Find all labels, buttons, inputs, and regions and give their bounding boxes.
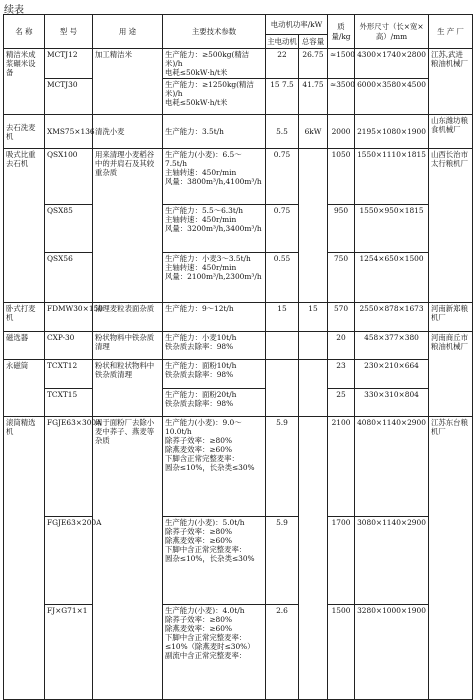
cell-usage: 用于面粉厂去除小麦中荞子、燕麦等杂质 — [93, 417, 163, 700]
header-specs: 主要技术参数 — [163, 15, 266, 49]
spec-line: 生产能力：5.5～6.3t/h — [165, 206, 244, 216]
cell-dims: 4300×1740×2800 — [355, 49, 429, 79]
header-main-motor: 主电动机 — [266, 35, 299, 49]
cell-total: 6kW — [299, 115, 328, 149]
header-name: 名 称 — [4, 15, 45, 49]
spec-line: 生产能力：≥500kg(精洁米)/h — [165, 50, 250, 69]
cell-dims: 1550×1110×1815 — [355, 149, 429, 205]
cell-mass: 750 — [328, 253, 355, 303]
cell-mass: 1050 — [328, 149, 355, 205]
cell-main: 22 — [266, 49, 299, 79]
cell-usage: 用来清理小麦稻谷中的并肩石及其较重杂质 — [93, 149, 163, 303]
table-row — [4, 79, 473, 115]
cell-model: XMS75×136 — [45, 115, 93, 149]
table-row — [4, 389, 473, 417]
cell-specs — [163, 389, 266, 417]
table-row — [4, 605, 473, 700]
table-row — [4, 205, 473, 253]
spec-line: 圆杂≤10%，长杂类≤30% — [165, 463, 255, 473]
cell-name: 卧式打麦机 — [4, 303, 45, 332]
spec-line: ≤10%（除燕麦时≤30%） — [165, 642, 255, 652]
table-row — [4, 253, 473, 303]
spec-line: 电耗≤50kW·h/t米 — [165, 68, 228, 78]
cell-specs — [163, 149, 266, 205]
cell-specs: 生产能力：3.5t/h — [163, 115, 266, 149]
cell-name: 精洁米成浆碾米设备 — [4, 49, 45, 115]
cell-mass: ≈1500 — [328, 49, 355, 79]
cell-dims: 6000×3580×4500 — [355, 79, 429, 115]
cell-total: 26.75 — [299, 49, 328, 79]
spec-line: 生产能力(小麦)：9.0～10.0t/h — [165, 418, 242, 437]
cell-model: FDMW30×150 — [45, 303, 93, 332]
cell-total — [299, 332, 328, 360]
cell-dims: 1254×650×1500 — [355, 253, 429, 303]
cell-total — [299, 149, 328, 303]
cell-specs — [163, 517, 266, 605]
spec-line: 生产能力(小麦)：5.0t/h — [165, 518, 245, 528]
cell-main: 0.75 — [266, 149, 299, 205]
spec-line: 电耗≤50kW·h/t米 — [165, 98, 228, 108]
cell-dims: 3080×1140×2900 — [355, 517, 429, 605]
cell-total — [299, 360, 328, 417]
spec-line: 铁杂质去除率：98% — [165, 370, 234, 380]
cell-usage: 加工精洁米 — [93, 49, 163, 115]
spec-line: 主轴转速：450r/min — [165, 263, 237, 273]
table-row — [4, 360, 473, 389]
cell-maker: 山西长治市太行粮机厂 — [429, 149, 473, 303]
cell-specs — [163, 49, 266, 79]
spec-line: 除燕麦效率：≥60% — [165, 445, 232, 455]
spec-line: 除荞子效率：≥80% — [165, 527, 232, 537]
spec-line: 生产能力(小麦)：4.0t/h — [165, 606, 245, 616]
table-row — [4, 149, 473, 205]
table-row — [4, 115, 473, 149]
cell-total: 15 — [299, 303, 328, 332]
spec-line: 生产能力：面粉20t/h — [165, 390, 237, 400]
cell-maker: 江苏东台粮机厂 — [429, 417, 473, 700]
cell-name: 吸式比重去石机 — [4, 149, 45, 303]
cell-main: 0.75 — [266, 205, 299, 253]
spec-line: 除荞子效率：≥80% — [165, 436, 232, 446]
equipment-table — [3, 14, 473, 700]
cell-specs — [163, 253, 266, 303]
cell-mass: 1700 — [328, 517, 355, 605]
cell-dims: 3280×1000×1900 — [355, 605, 429, 700]
continued-label: 续表 — [4, 5, 24, 16]
cell-usage: 清理麦粒表面杂质 — [93, 303, 163, 332]
spec-line: 生产能力：≥1250kg(精洁米)/h — [165, 80, 254, 99]
cell-model: CXP-30 — [45, 332, 93, 360]
cell-mass: 20 — [328, 332, 355, 360]
cell-model: FGJE63×300A — [45, 417, 93, 517]
cell-mass: 23 — [328, 360, 355, 389]
table-row — [4, 303, 473, 332]
cell-main — [266, 332, 299, 360]
cell-total: 41.75 — [299, 79, 328, 115]
header-dims: 外形尺寸（长×宽×高）/mm — [355, 15, 429, 49]
cell-dims: 2550×878×1673 — [355, 303, 429, 332]
cell-dims: 330×310×804 — [355, 389, 429, 417]
cell-main: 5.5 — [266, 115, 299, 149]
cell-name: 去石洗麦机 — [4, 115, 45, 149]
cell-specs — [163, 360, 266, 389]
cell-specs — [163, 332, 266, 360]
cell-specs: 生产能力：9～12t/h — [163, 303, 266, 332]
spec-line: 风量：2100m³/h,2300m³/h — [165, 272, 262, 282]
cell-specs — [163, 205, 266, 253]
cell-usage: 粉状和粒状物料中铁杂质清理 — [93, 360, 163, 417]
header-mass: 质量/kg — [328, 15, 355, 49]
spec-line: 铁杂质去除率：98% — [165, 342, 234, 352]
spec-line: 风量：3800m³/h,4100m³/h — [165, 177, 262, 187]
cell-dims: 4080×1140×2900 — [355, 417, 429, 517]
cell-maker: 山东潍坊粮食机械厂 — [429, 115, 473, 149]
cell-model: FGJE63×200A — [45, 517, 93, 605]
cell-dims: 230×210×664 — [355, 360, 429, 389]
header-power: 电动机功率/kW — [266, 15, 328, 35]
spec-line: 主轴转速：450r/min — [165, 215, 237, 225]
table-row — [4, 49, 473, 79]
table-row — [4, 417, 473, 517]
spec-line: 副流中含正常完整麦率： — [165, 651, 247, 661]
cell-main: 0.55 — [266, 253, 299, 303]
spec-line: 下脚中含正常完整麦率： — [165, 545, 247, 555]
cell-mass: 1500 — [328, 605, 355, 700]
cell-model: TCXT12 — [45, 360, 93, 389]
cell-name: 永磁筒 — [4, 360, 45, 417]
cell-dims: 458×377×380 — [355, 332, 429, 360]
spec-line: 除燕麦效率：≥60% — [165, 536, 232, 546]
cell-model: TCXT15 — [45, 389, 93, 417]
cell-mass: 2000 — [328, 115, 355, 149]
cell-main: 5.9 — [266, 517, 299, 605]
cell-mass: 2100 — [328, 417, 355, 517]
cell-model: QSX56 — [45, 253, 93, 303]
spec-line: 生产能力(小麦)：6.5～7.5t/h — [165, 150, 242, 169]
cell-maker: 河南商丘市粮油机械厂 — [429, 332, 473, 417]
table-row — [4, 517, 473, 605]
spec-line: 生产能力：面粉10t/h — [165, 361, 237, 371]
cell-dims: 2195×1080×1900 — [355, 115, 429, 149]
header-model: 型 号 — [45, 15, 93, 49]
cell-model: QSX85 — [45, 205, 93, 253]
cell-model: MCTJ12 — [45, 49, 93, 79]
spec-line: 圆杂≤10%，长杂类≤30% — [165, 554, 255, 564]
cell-model: QSX100 — [45, 149, 93, 205]
cell-total — [299, 417, 328, 700]
cell-maker: 河南新郑粮机厂 — [429, 303, 473, 332]
cell-mass: 570 — [328, 303, 355, 332]
cell-usage: 清洗小麦 — [93, 115, 163, 149]
spec-line: 生产能力：小麦10t/h — [165, 333, 237, 343]
cell-main: 15 — [266, 303, 299, 332]
cell-name: 磁选器 — [4, 332, 45, 360]
header-maker: 生 产 厂 — [429, 15, 473, 49]
spec-line: 主轴转速：450r/min — [165, 168, 237, 178]
cell-model: MCTJ30 — [45, 79, 93, 115]
cell-mass: 25 — [328, 389, 355, 417]
cell-maker: 江苏,武进粮油机械厂 — [429, 49, 473, 115]
cell-specs — [163, 417, 266, 517]
cell-specs — [163, 605, 266, 700]
cell-mass: 950 — [328, 205, 355, 253]
spec-line: 风量：3200m³/h,3400m³/h — [165, 224, 262, 234]
spec-line: 除燕麦效率：≥60% — [165, 624, 232, 634]
cell-main: 5.9 — [266, 417, 299, 517]
cell-main: 2.6 — [266, 605, 299, 700]
cell-dims: 1550×950×1815 — [355, 205, 429, 253]
cell-name: 滚筒精选机 — [4, 417, 45, 700]
spec-line: 下脚含正常完整麦率： — [165, 454, 239, 464]
cell-model: FJ×G71×1 — [45, 605, 93, 700]
cell-usage: 粉状物料中铁杂质清理 — [93, 332, 163, 360]
spec-line: 生产能力：小麦3～3.5t/h — [165, 254, 251, 264]
cell-mass: ≈3500 — [328, 79, 355, 115]
header-usage: 用 途 — [93, 15, 163, 49]
spec-line: 除荞子效率：≥80% — [165, 615, 232, 625]
cell-main — [266, 360, 299, 417]
spec-line: 下脚中含正常完整麦率： — [165, 633, 247, 643]
cell-main: 15 7.5 — [266, 79, 299, 115]
spec-line: 铁杂质去除率：98% — [165, 399, 234, 409]
cell-specs — [163, 79, 266, 115]
header-total-capacity: 总容量 — [299, 35, 328, 49]
table-row — [4, 332, 473, 360]
